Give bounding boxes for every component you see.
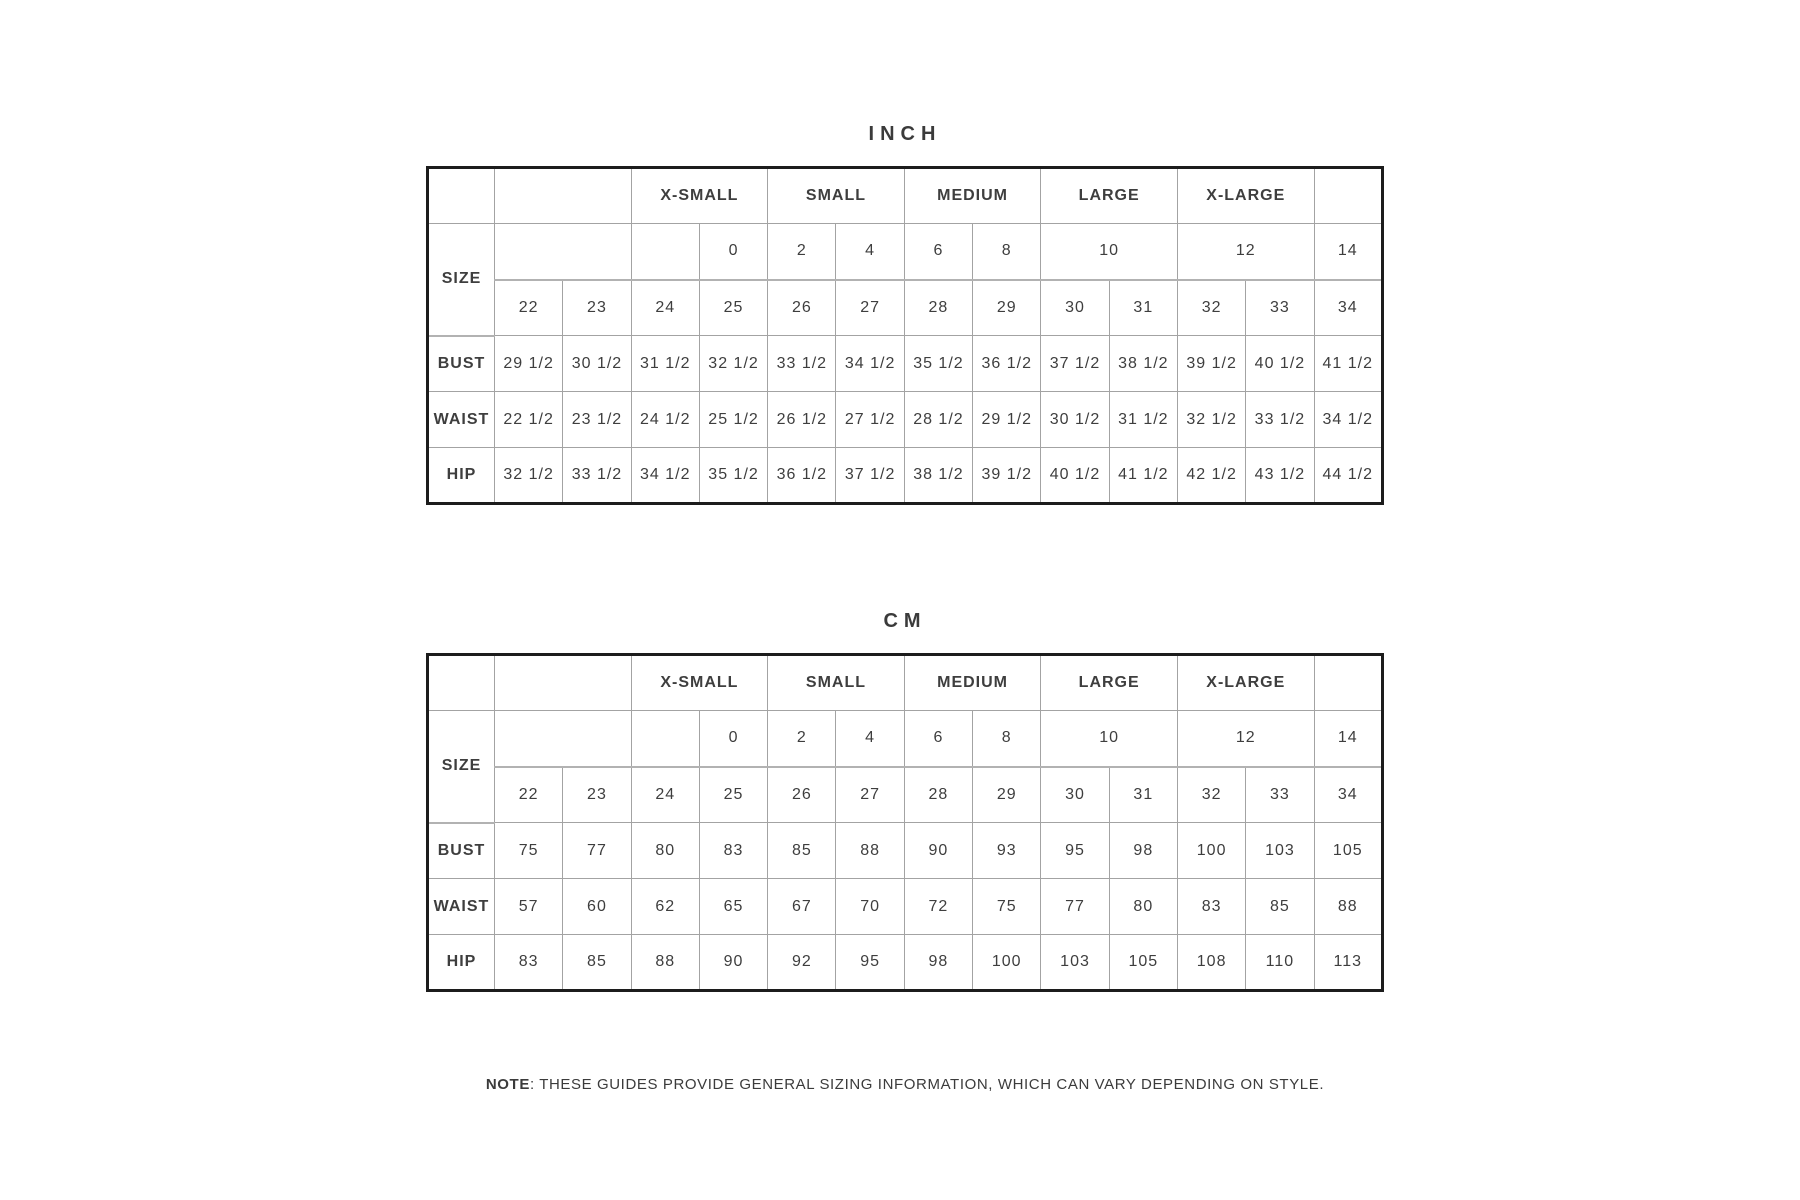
bust-row-label: BUST xyxy=(428,336,495,392)
waist-value-cell: 70 xyxy=(836,879,904,935)
numeric-size-cell: 26 xyxy=(768,767,836,823)
bust-value-cell: 83 xyxy=(699,823,767,879)
waist-value-cell: 72 xyxy=(904,879,972,935)
waist-value-cell: 75 xyxy=(973,879,1041,935)
bust-value-cell: 85 xyxy=(768,823,836,879)
size-row-label: SIZE xyxy=(428,711,495,823)
numeric-size-cell: 22 xyxy=(495,280,563,336)
waist-value-cell: 31 1/2 xyxy=(1109,392,1177,448)
us-size-cell: 8 xyxy=(973,711,1041,767)
bust-value-cell: 37 1/2 xyxy=(1041,336,1109,392)
us-size-cell: 10 xyxy=(1041,711,1178,767)
bust-value-cell: 93 xyxy=(973,823,1041,879)
waist-value-cell: 33 1/2 xyxy=(1246,392,1314,448)
group-header-xsmall: X-SMALL xyxy=(631,655,768,711)
numeric-size-cell: 25 xyxy=(699,280,767,336)
bust-value-cell: 31 1/2 xyxy=(631,336,699,392)
waist-value-cell: 65 xyxy=(699,879,767,935)
us-size-cell: 10 xyxy=(1041,224,1178,280)
bust-value-cell: 38 1/2 xyxy=(1109,336,1177,392)
hip-value-cell: 43 1/2 xyxy=(1246,448,1314,504)
numeric-size-cell: 33 xyxy=(1246,280,1314,336)
waist-row xyxy=(428,879,1383,935)
group-header-large: LARGE xyxy=(1041,168,1178,224)
waist-value-cell: 83 xyxy=(1177,879,1245,935)
numeric-size-row xyxy=(428,767,1383,823)
group-header-medium: MEDIUM xyxy=(904,655,1041,711)
numeric-size-cell: 27 xyxy=(836,767,904,823)
numeric-size-cell: 31 xyxy=(1109,280,1177,336)
hip-value-cell: 95 xyxy=(836,935,904,991)
empty-cell xyxy=(631,711,699,767)
hip-value-cell: 110 xyxy=(1246,935,1314,991)
us-size-cell: 0 xyxy=(699,711,767,767)
sizing-note-label: NOTE xyxy=(485,1076,530,1093)
hip-row-label: HIP xyxy=(428,448,495,504)
hip-value-cell: 40 1/2 xyxy=(1041,448,1109,504)
waist-value-cell: 23 1/2 xyxy=(563,392,631,448)
numeric-size-cell: 34 xyxy=(1314,767,1382,823)
sizing-note xyxy=(426,1074,1384,1096)
hip-value-cell: 32 1/2 xyxy=(495,448,563,504)
bust-value-cell: 30 1/2 xyxy=(563,336,631,392)
size-row-label: SIZE xyxy=(428,224,495,336)
numeric-size-cell: 29 xyxy=(973,767,1041,823)
waist-row-label: WAIST xyxy=(428,392,495,448)
bust-value-cell: 95 xyxy=(1041,823,1109,879)
empty-cell xyxy=(428,655,495,711)
bust-value-cell: 88 xyxy=(836,823,904,879)
numeric-size-cell: 28 xyxy=(904,280,972,336)
hip-value-cell: 108 xyxy=(1177,935,1245,991)
waist-value-cell: 62 xyxy=(631,879,699,935)
numeric-size-cell: 26 xyxy=(768,280,836,336)
hip-value-cell: 85 xyxy=(563,935,631,991)
bust-row-label: BUST xyxy=(428,823,495,879)
waist-value-cell: 29 1/2 xyxy=(973,392,1041,448)
hip-value-cell: 98 xyxy=(904,935,972,991)
empty-cell xyxy=(495,711,632,767)
numeric-size-cell: 32 xyxy=(1177,280,1245,336)
numeric-size-cell: 28 xyxy=(904,767,972,823)
us-size-cell: 6 xyxy=(904,224,972,280)
hip-value-cell: 36 1/2 xyxy=(768,448,836,504)
us-size-cell: 0 xyxy=(699,224,767,280)
hip-value-cell: 33 1/2 xyxy=(563,448,631,504)
hip-value-cell: 88 xyxy=(631,935,699,991)
numeric-size-cell: 30 xyxy=(1041,767,1109,823)
hip-value-cell: 35 1/2 xyxy=(699,448,767,504)
numeric-size-cell: 27 xyxy=(836,280,904,336)
sizing-note-body: : THESE GUIDES PROVIDE GENERAL SIZING INFORMATION, WHICH CAN VARY DEPENDING ON STYLE. xyxy=(529,1076,1325,1093)
numeric-size-cell: 24 xyxy=(631,280,699,336)
waist-value-cell: 67 xyxy=(768,879,836,935)
waist-row xyxy=(428,392,1383,448)
waist-value-cell: 30 1/2 xyxy=(1041,392,1109,448)
size-guide-content xyxy=(426,120,1384,1096)
waist-value-cell: 32 1/2 xyxy=(1177,392,1245,448)
empty-cell xyxy=(495,168,632,224)
group-header-row xyxy=(428,168,1383,224)
us-size-cell: 2 xyxy=(768,224,836,280)
us-size-cell: 14 xyxy=(1314,224,1382,280)
waist-value-cell: 24 1/2 xyxy=(631,392,699,448)
waist-value-cell: 34 1/2 xyxy=(1314,392,1382,448)
numeric-size-cell: 29 xyxy=(973,280,1041,336)
numeric-size-cell: 23 xyxy=(563,280,631,336)
waist-value-cell: 88 xyxy=(1314,879,1382,935)
waist-value-cell: 25 1/2 xyxy=(699,392,767,448)
bust-value-cell: 36 1/2 xyxy=(973,336,1041,392)
hip-value-cell: 92 xyxy=(768,935,836,991)
numeric-size-cell: 25 xyxy=(699,767,767,823)
hip-row xyxy=(428,935,1383,991)
empty-cell xyxy=(631,224,699,280)
numeric-size-cell: 23 xyxy=(563,767,631,823)
hip-value-cell: 44 1/2 xyxy=(1314,448,1382,504)
cm-size-table xyxy=(426,653,1384,992)
bust-value-cell: 40 1/2 xyxy=(1246,336,1314,392)
waist-value-cell: 80 xyxy=(1109,879,1177,935)
bust-value-cell: 80 xyxy=(631,823,699,879)
hip-row xyxy=(428,448,1383,504)
numeric-size-cell: 24 xyxy=(631,767,699,823)
waist-row-label: WAIST xyxy=(428,879,495,935)
us-size-cell: 4 xyxy=(836,711,904,767)
waist-value-cell: 22 1/2 xyxy=(495,392,563,448)
us-size-cell: 14 xyxy=(1314,711,1382,767)
bust-value-cell: 35 1/2 xyxy=(904,336,972,392)
numeric-size-cell: 31 xyxy=(1109,767,1177,823)
group-header-small: SMALL xyxy=(768,168,905,224)
group-header-small: SMALL xyxy=(768,655,905,711)
bust-value-cell: 98 xyxy=(1109,823,1177,879)
bust-value-cell: 33 1/2 xyxy=(768,336,836,392)
numeric-size-cell: 22 xyxy=(495,767,563,823)
inch-size-table xyxy=(426,166,1384,505)
hip-value-cell: 113 xyxy=(1314,935,1382,991)
bust-value-cell: 105 xyxy=(1314,823,1382,879)
empty-cell xyxy=(1314,655,1382,711)
empty-cell xyxy=(495,224,632,280)
waist-value-cell: 85 xyxy=(1246,879,1314,935)
bust-value-cell: 77 xyxy=(563,823,631,879)
waist-value-cell: 57 xyxy=(495,879,563,935)
bust-value-cell: 41 1/2 xyxy=(1314,336,1382,392)
empty-cell xyxy=(428,168,495,224)
numeric-size-cell: 34 xyxy=(1314,280,1382,336)
bust-value-cell: 39 1/2 xyxy=(1177,336,1245,392)
numeric-size-cell: 33 xyxy=(1246,767,1314,823)
hip-value-cell: 37 1/2 xyxy=(836,448,904,504)
hip-value-cell: 100 xyxy=(973,935,1041,991)
hip-value-cell: 41 1/2 xyxy=(1109,448,1177,504)
bust-row xyxy=(428,823,1383,879)
empty-cell xyxy=(495,655,632,711)
inch-table-title: INCH xyxy=(868,123,942,145)
waist-value-cell: 28 1/2 xyxy=(904,392,972,448)
bust-value-cell: 75 xyxy=(495,823,563,879)
us-size-cell: 8 xyxy=(973,224,1041,280)
us-size-cell: 2 xyxy=(768,711,836,767)
waist-value-cell: 77 xyxy=(1041,879,1109,935)
hip-value-cell: 34 1/2 xyxy=(631,448,699,504)
hip-value-cell: 39 1/2 xyxy=(973,448,1041,504)
us-size-cell: 12 xyxy=(1177,224,1314,280)
us-size-row xyxy=(428,711,1383,767)
group-header-xlarge: X-LARGE xyxy=(1177,168,1314,224)
us-size-cell: 12 xyxy=(1177,711,1314,767)
hip-value-cell: 90 xyxy=(699,935,767,991)
group-header-xlarge: X-LARGE xyxy=(1177,655,1314,711)
group-header-medium: MEDIUM xyxy=(904,168,1041,224)
group-header-xsmall: X-SMALL xyxy=(631,168,768,224)
bust-value-cell: 90 xyxy=(904,823,972,879)
group-header-row xyxy=(428,655,1383,711)
numeric-size-cell: 30 xyxy=(1041,280,1109,336)
waist-value-cell: 27 1/2 xyxy=(836,392,904,448)
hip-value-cell: 42 1/2 xyxy=(1177,448,1245,504)
us-size-cell: 4 xyxy=(836,224,904,280)
hip-value-cell: 38 1/2 xyxy=(904,448,972,504)
numeric-size-cell: 32 xyxy=(1177,767,1245,823)
bust-value-cell: 100 xyxy=(1177,823,1245,879)
numeric-size-row xyxy=(428,280,1383,336)
cm-table-title: CM xyxy=(883,610,927,632)
hip-value-cell: 105 xyxy=(1109,935,1177,991)
bust-value-cell: 29 1/2 xyxy=(495,336,563,392)
waist-value-cell: 26 1/2 xyxy=(768,392,836,448)
bust-value-cell: 103 xyxy=(1246,823,1314,879)
waist-value-cell: 60 xyxy=(563,879,631,935)
bust-value-cell: 34 1/2 xyxy=(836,336,904,392)
hip-value-cell: 103 xyxy=(1041,935,1109,991)
hip-row-label: HIP xyxy=(428,935,495,991)
bust-value-cell: 32 1/2 xyxy=(699,336,767,392)
group-header-large: LARGE xyxy=(1041,655,1178,711)
hip-value-cell: 83 xyxy=(495,935,563,991)
empty-cell xyxy=(1314,168,1382,224)
us-size-row xyxy=(428,224,1383,280)
us-size-cell: 6 xyxy=(904,711,972,767)
bust-row xyxy=(428,336,1383,392)
